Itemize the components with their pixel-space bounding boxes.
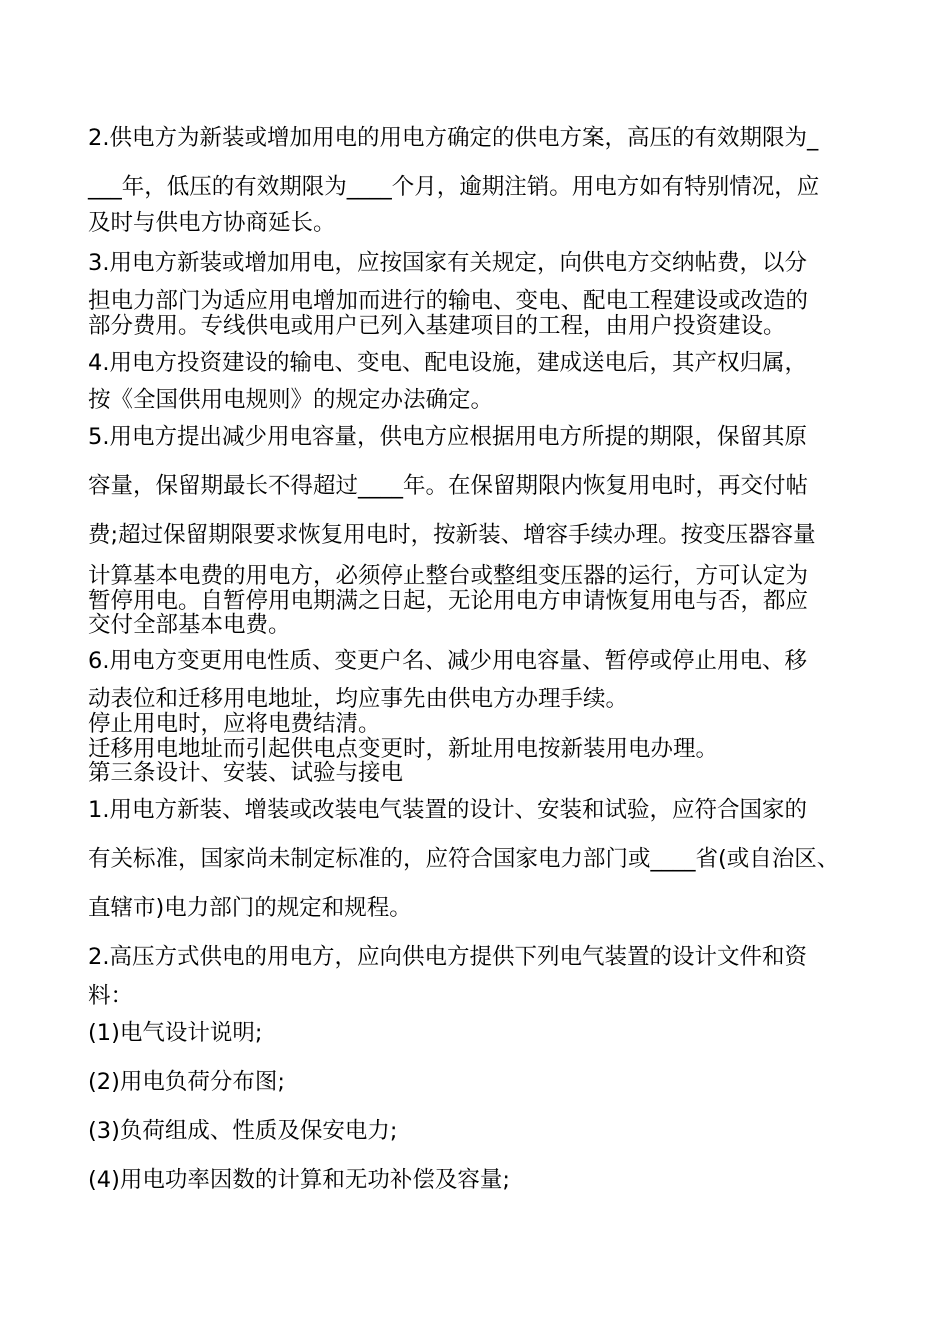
text-line: ___年，低压的有效期限为____个月，逾期注销。用电方如有特别情况，应 [88,174,820,200]
text-line: 迁移用电地址而引起供电点变更时，新址用电按新装用电办理。 [88,736,719,762]
text-line: 动表位和迁移用电地址，均应事先由供电方办理手续。 [88,686,629,712]
text-line: 容量，保留期最长不得超过____年。在保留期限内恢复用电时，再交付帖 [88,473,809,499]
text-line: 有关标准，国家尚未制定标准的，应符合国家电力部门或____省(或自治区、 [88,846,840,872]
text-line: 及时与供电方协商延长。 [88,210,336,236]
text-line: 部分费用。专线供电或用户已列入基建项目的工程，由用户投资建设。 [88,313,786,339]
text-line: 2.高压方式供电的用电方，应向供电方提供下列电气装置的设计文件和资 [88,944,807,970]
text-line: 2.供电方为新装或增加用电的用电方确定的供电方案，高压的有效期限为_ [88,125,819,151]
text-line: 5.用电方提出减少用电容量，供电方应根据用电方所提的期限，保留其原 [88,424,807,450]
text-line: 直辖市)电力部门的规定和规程。 [88,895,412,921]
text-line: 担电力部门为适应用电增加而进行的输电、变电、配电工程建设或改造的 [88,288,809,314]
text-line: 费;超过保留期限要求恢复用电时，按新装、增容手续办理。按变压器容量 [88,522,816,548]
list-item: (3)负荷组成、性质及保安电力; [88,1118,398,1144]
text-line: 按《全国供用电规则》的规定办法确定。 [88,387,494,413]
text-line: 6.用电方变更用电性质、变更户名、减少用电容量、暂停或停止用电、移 [88,648,807,674]
section-heading: 第三条设计、安装、试验与接电 [88,760,404,786]
text-line: 计算基本电费的用电方，必须停止整台或整组变压器的运行，方可认定为 [88,563,809,589]
text-line: 4.用电方投资建设的输电、变电、配电设施，建成送电后，其产权归属， [88,350,807,376]
text-line: 交付全部基本电费。 [88,612,291,638]
text-line: 料： [88,983,134,1009]
list-item: (2)用电负荷分布图; [88,1069,285,1095]
text-line: 暂停用电。自暂停用电期满之日起，无论用电方申请恢复用电与否，都应 [88,588,809,614]
text-line: 1.用电方新装、增装或改装电气装置的设计、安装和试验，应符合国家的 [88,797,807,823]
list-item: (4)用电功率因数的计算和无功补偿及容量; [88,1167,510,1193]
text-line: 停止用电时，应将电费结清。 [88,711,381,737]
list-item: (1)电气设计说明; [88,1020,263,1046]
text-line: 3.用电方新装或增加用电，应按国家有关规定，向供电方交纳帖费，以分 [88,250,807,276]
